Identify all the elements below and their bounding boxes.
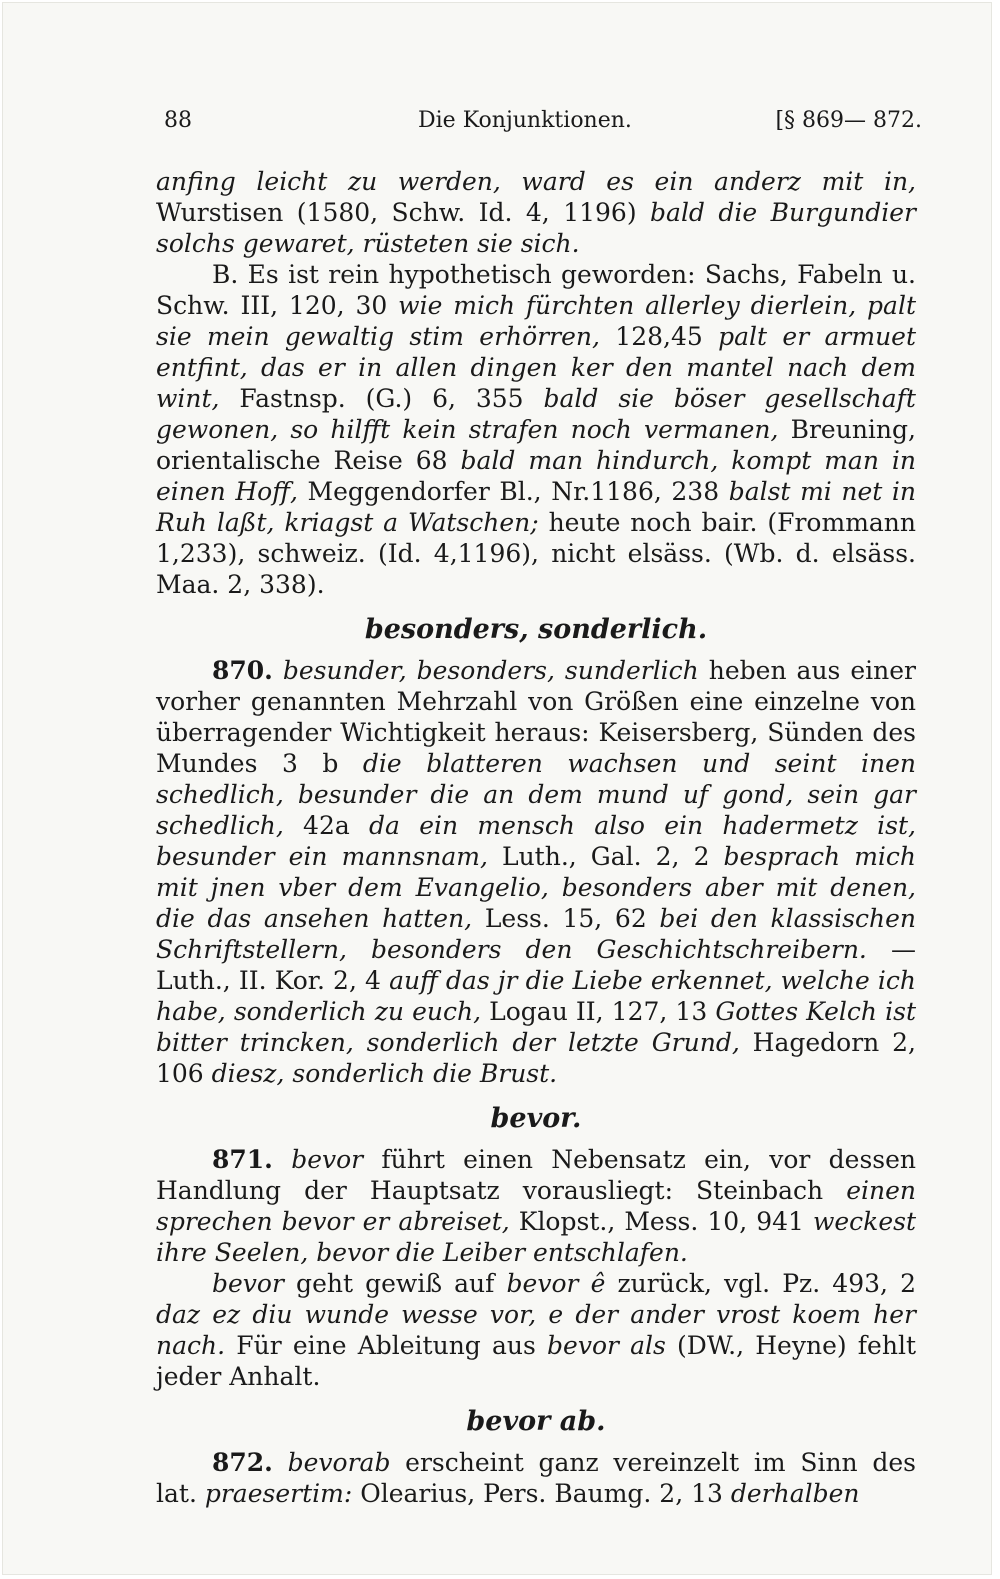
chapter-title: Die Konjunktionen. <box>418 108 632 133</box>
quote: bald man hindurch, kompt man in einen Hoff, <box>156 446 916 506</box>
text: erscheint ganz vereinzelt im Sinn des lat. <box>156 1448 917 1508</box>
text: führt einen Nebensatz ein, vor dessen Handlung der Hauptsatz vorausliegt: Steinbach <box>156 1145 917 1205</box>
text: (DW., Heyne) fehlt jeder Anhalt. <box>156 1331 916 1391</box>
citation: zurück, vgl. Pz. 493, 2 <box>605 1269 916 1298</box>
quote: palt er armuet entfint, das er in allen dingen ker den mantel nach dem wint, <box>156 322 917 413</box>
text: geht gewiß auf <box>283 1269 507 1298</box>
quote: einen sprechen bevor er abreiset, <box>156 1176 916 1236</box>
quote: bevor als <box>547 1331 666 1360</box>
quote: Gottes Kelch ist bitter trincken, sonderlich der letzte Grund, <box>156 997 916 1057</box>
paragraph-869-continuation <box>156 166 916 259</box>
paragraph-872 <box>156 1447 916 1509</box>
quote: da ein mensch also ein hadermetz ist, besunder ein mannsnam, <box>156 811 916 871</box>
quote: bald die Burgundier solchs gewaret, rüsteten sie sich. <box>156 198 917 258</box>
paragraph-871-a <box>156 1144 916 1268</box>
quote: daz ez diu wunde wesse vor, e der ander vrost koem her nach. <box>156 1300 916 1360</box>
citation: Breuning, orientalische Reise 68 <box>156 415 916 475</box>
text: Für eine Ableitung aus <box>225 1331 548 1360</box>
quote: weckest ihre Seelen, bevor die Leiber entschlafen. <box>156 1207 916 1267</box>
citation: 128,45 <box>599 322 719 351</box>
quote: besprach mich mit jnen vber dem Evangelio, besonders aber mit denen, die das ansehen hatten, <box>156 842 917 933</box>
section-number: 871. <box>212 1145 273 1174</box>
quote: praesertim: <box>204 1479 353 1508</box>
citation: Luth., Gal. 2, 2 <box>487 842 724 871</box>
paragraph-871-b <box>156 1268 916 1392</box>
section-heading-872: bevor ab. <box>466 1406 606 1437</box>
book-page <box>2 2 992 1575</box>
section-range: [§ 869— 872. <box>775 108 922 133</box>
running-header <box>160 108 922 142</box>
citation: Olearius, Pers. Baumg. 2, 13 <box>352 1479 731 1508</box>
quote: anfing leicht zu werden, ward es ein anderz mit in, <box>156 167 916 196</box>
citation: Wurstisen (1580, Schw. Id. 4, 1196) <box>156 198 651 227</box>
section-heading-870: besonders, sonderlich. <box>364 614 708 645</box>
citation: Hagedorn 2, 106 <box>156 1028 917 1088</box>
quote: wie mich fürchten allerley dierlein, palt sie mein gewaltig stim erhörren, <box>156 291 916 351</box>
text: heute noch bair. (Frommann 1,233), schweiz. (Id. 4,1196), nicht elsäss. (Wb. d. elsäss. Maa. 2, 338). <box>156 508 917 599</box>
quote: bald sie böser gesellschaft gewonen, so hilfft kein strafen noch vermanen, <box>156 384 916 444</box>
text: heben aus einer vorher genannten Mehrzahl von Größen eine einzelne von überragender Wichtigkeit heraus: Keisersberg, Sünden des Mundes 3 b <box>156 656 916 778</box>
quote: besunder, besonders, sunderlich <box>272 656 699 685</box>
quote: bevorab <box>272 1448 391 1477</box>
page-number: 88 <box>164 108 192 133</box>
citation: Logau II, 127, 13 <box>481 997 716 1026</box>
section-number: 870. <box>212 656 273 685</box>
quote: bevor <box>272 1145 364 1174</box>
section-heading-871: bevor. <box>490 1103 582 1134</box>
quote: die blatteren wachsen und seint inen schedlich, besunder die an dem mund uf gond, sein gar schedlich, <box>156 749 916 840</box>
quote: diesz, sonderlich die Brust. <box>211 1059 558 1088</box>
quote: balst mi net in Ruh laßt, kriagst a Watschen; <box>156 477 916 537</box>
text: B. Es ist rein hypothetisch geworden: Sachs, Fabeln u. Schw. III, 120, 30 <box>156 260 916 320</box>
citation: 42a <box>283 811 370 840</box>
citation: — Luth., II. Kor. 2, 4 <box>156 935 916 995</box>
quote: bevor <box>212 1269 284 1298</box>
citation: Meggendorfer Bl., Nr.1186, 238 <box>297 477 729 506</box>
quote: auff das jr die Liebe erkennet, welche ich habe, sonderlich zu euch, <box>156 966 916 1026</box>
quote: bei den klassischen Schriftstellern, besonders den Geschichtschreibern. <box>156 904 916 964</box>
citation: Less. 15, 62 <box>472 904 660 933</box>
section-number: 872. <box>212 1448 273 1477</box>
quote: bevor ê <box>506 1269 606 1298</box>
paragraph-869-b <box>156 259 916 600</box>
quote: derhalben <box>730 1479 860 1508</box>
citation: Fastnsp. (G.) 6, 355 <box>219 384 544 413</box>
page-body <box>156 166 916 1509</box>
paragraph-870 <box>156 655 916 1089</box>
citation: Klopst., Mess. 10, 941 <box>509 1207 813 1236</box>
